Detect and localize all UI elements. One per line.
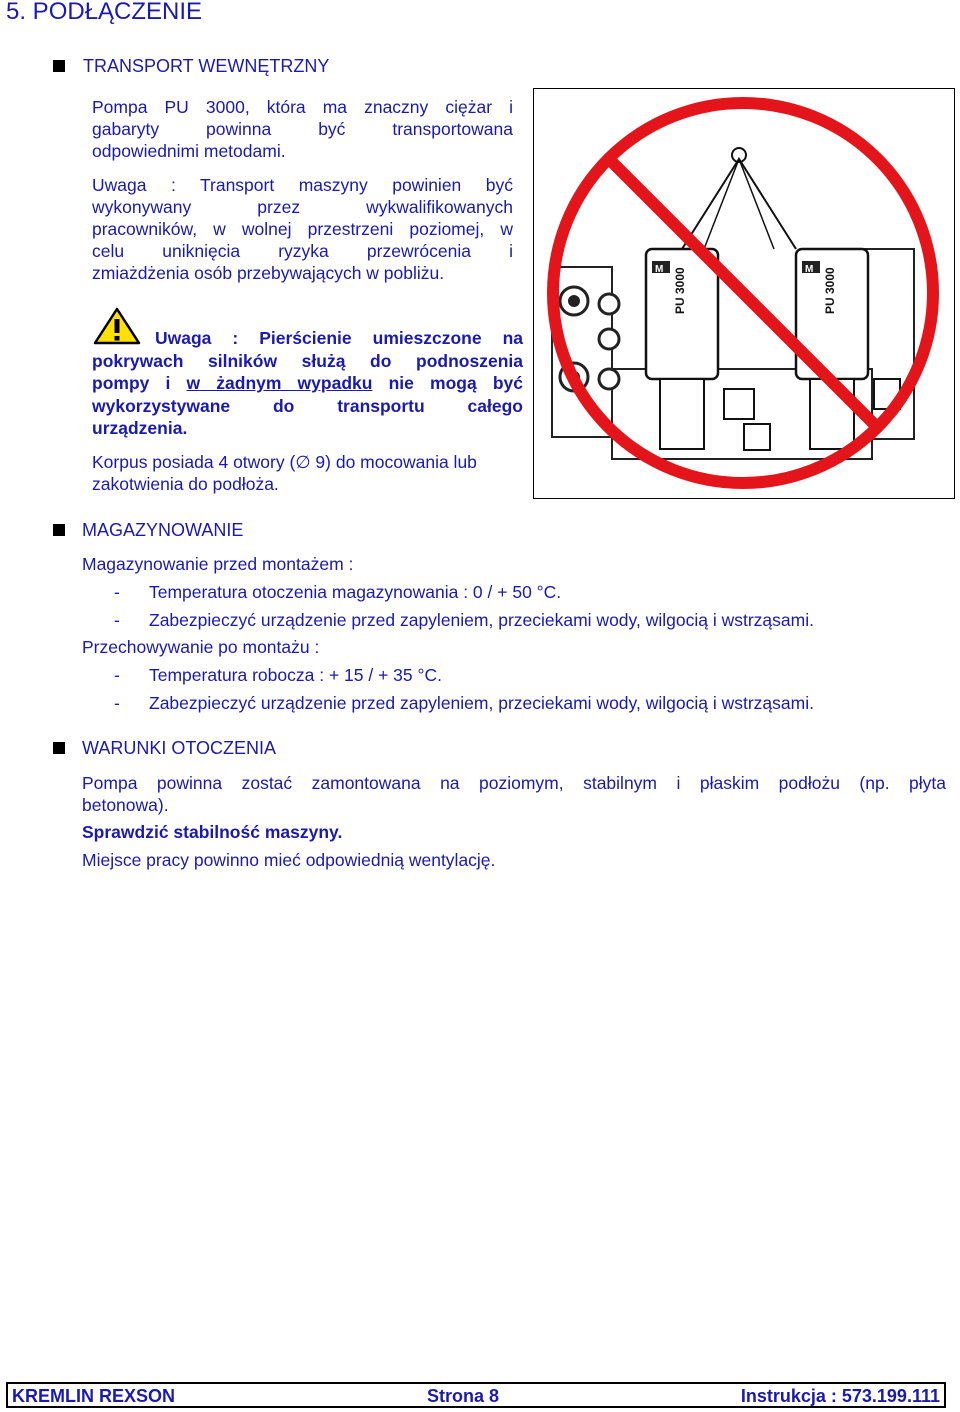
section-heading-transport: TRANSPORT WEWNĘTRZNY bbox=[83, 56, 330, 76]
transport-paragraph-2 bbox=[92, 174, 513, 284]
text-line: wykonywany przez wykwalifikowanych bbox=[92, 197, 513, 217]
list-item: Temperatura otoczenia magazynowania : 0 / + 50 °C. bbox=[149, 582, 562, 602]
list-item: Zabezpieczyć urządzenie przed zapyleniem, przeciekami wody, wilgocią i wstrząsami. bbox=[149, 693, 814, 713]
brand-mark: M bbox=[805, 264, 814, 275]
underlined-text: w żadnym wypadku bbox=[186, 373, 373, 393]
text-line: Pompa powinna zostać zamontowana na poziomym, stabilnym i płaskim podłożu (np. płyta bbox=[82, 773, 946, 793]
list-item: Zabezpieczyć urządzenie przed zapyleniem, przeciekami wody, wilgocią i wstrząsami. bbox=[149, 610, 814, 630]
section-heading-storage: MAGAZYNOWANIE bbox=[82, 520, 244, 540]
text-fragment: 9) do mocowania lub bbox=[310, 452, 477, 472]
bullet-square-icon bbox=[53, 60, 65, 72]
bullet-square-icon bbox=[53, 524, 65, 536]
transport-paragraph-3 bbox=[92, 451, 523, 495]
pump-label: PU 3000 bbox=[673, 267, 687, 314]
pump-label: PU 3000 bbox=[823, 267, 837, 314]
storage-before-label: Magazynowanie przed montażem : bbox=[82, 554, 354, 574]
text-line: pokrywach silników służą do podnoszenia bbox=[92, 350, 523, 371]
text-line bbox=[92, 372, 523, 395]
section-heading-environment: WARUNKI OTOCZENIA bbox=[82, 738, 277, 758]
footer-company: KREMLIN REXSON bbox=[12, 1386, 176, 1406]
list-item: Temperatura robocza : + 15 / + 35 °C. bbox=[149, 665, 442, 685]
text-line bbox=[92, 451, 523, 473]
brand-mark: M bbox=[655, 264, 664, 275]
text-fragment: pompy i bbox=[92, 373, 171, 393]
diameter-symbol: ∅ bbox=[295, 452, 311, 472]
storage-after-label: Przechowywanie po montażu : bbox=[82, 637, 320, 657]
footer-page-number: Strona 8 bbox=[427, 1386, 500, 1406]
transport-paragraph-1 bbox=[92, 96, 513, 162]
page-footer bbox=[6, 1382, 946, 1408]
environment-paragraph-1 bbox=[82, 772, 946, 816]
text-line: betonowa). bbox=[82, 795, 169, 815]
text-fragment: nie mogą być bbox=[388, 373, 523, 393]
list-dash: - bbox=[114, 582, 120, 602]
text-line: Pompa PU 3000, która ma znaczny ciężar i bbox=[92, 97, 513, 117]
text-line: gabaryty powinna być transportowana bbox=[92, 119, 513, 139]
text-line: Uwaga : Transport maszyny powinien być bbox=[92, 175, 513, 195]
text-fragment: Korpus posiada 4 otwory ( bbox=[92, 452, 296, 472]
text-line: pracowników, w wolnej przestrzeni poziomej, w bbox=[92, 219, 513, 239]
warning-text bbox=[92, 327, 523, 440]
page-title: 5. PODŁĄCZENIE bbox=[6, 0, 203, 25]
text-line: wykorzystywane do transportu całego bbox=[92, 395, 523, 416]
environment-paragraph-2: Sprawdzić stabilność maszyny. bbox=[82, 822, 343, 842]
text-line: zmiażdżenia osób przebywających w pobliżu. bbox=[92, 263, 445, 283]
bullet-square-icon bbox=[53, 742, 65, 754]
list-dash: - bbox=[114, 610, 120, 630]
text-line: celu uniknięcia ryzyka przewrócenia i bbox=[92, 241, 513, 261]
text-line: urządzenia. bbox=[92, 418, 188, 438]
text-line: zakotwienia do podłoża. bbox=[92, 474, 279, 494]
text-line: Uwaga : Pierścienie umieszczone na bbox=[155, 328, 523, 348]
environment-paragraph-3: Miejsce pracy powinno mieć odpowiednią wentylację. bbox=[82, 850, 496, 870]
list-dash: - bbox=[114, 665, 120, 685]
text-line: odpowiednimi metodami. bbox=[92, 141, 286, 161]
prohibition-illustration bbox=[534, 89, 953, 497]
prohibited-lifting-figure bbox=[533, 88, 955, 499]
footer-manual-number: Instrukcja : 573.199.111 bbox=[740, 1386, 940, 1406]
list-dash: - bbox=[114, 693, 120, 713]
